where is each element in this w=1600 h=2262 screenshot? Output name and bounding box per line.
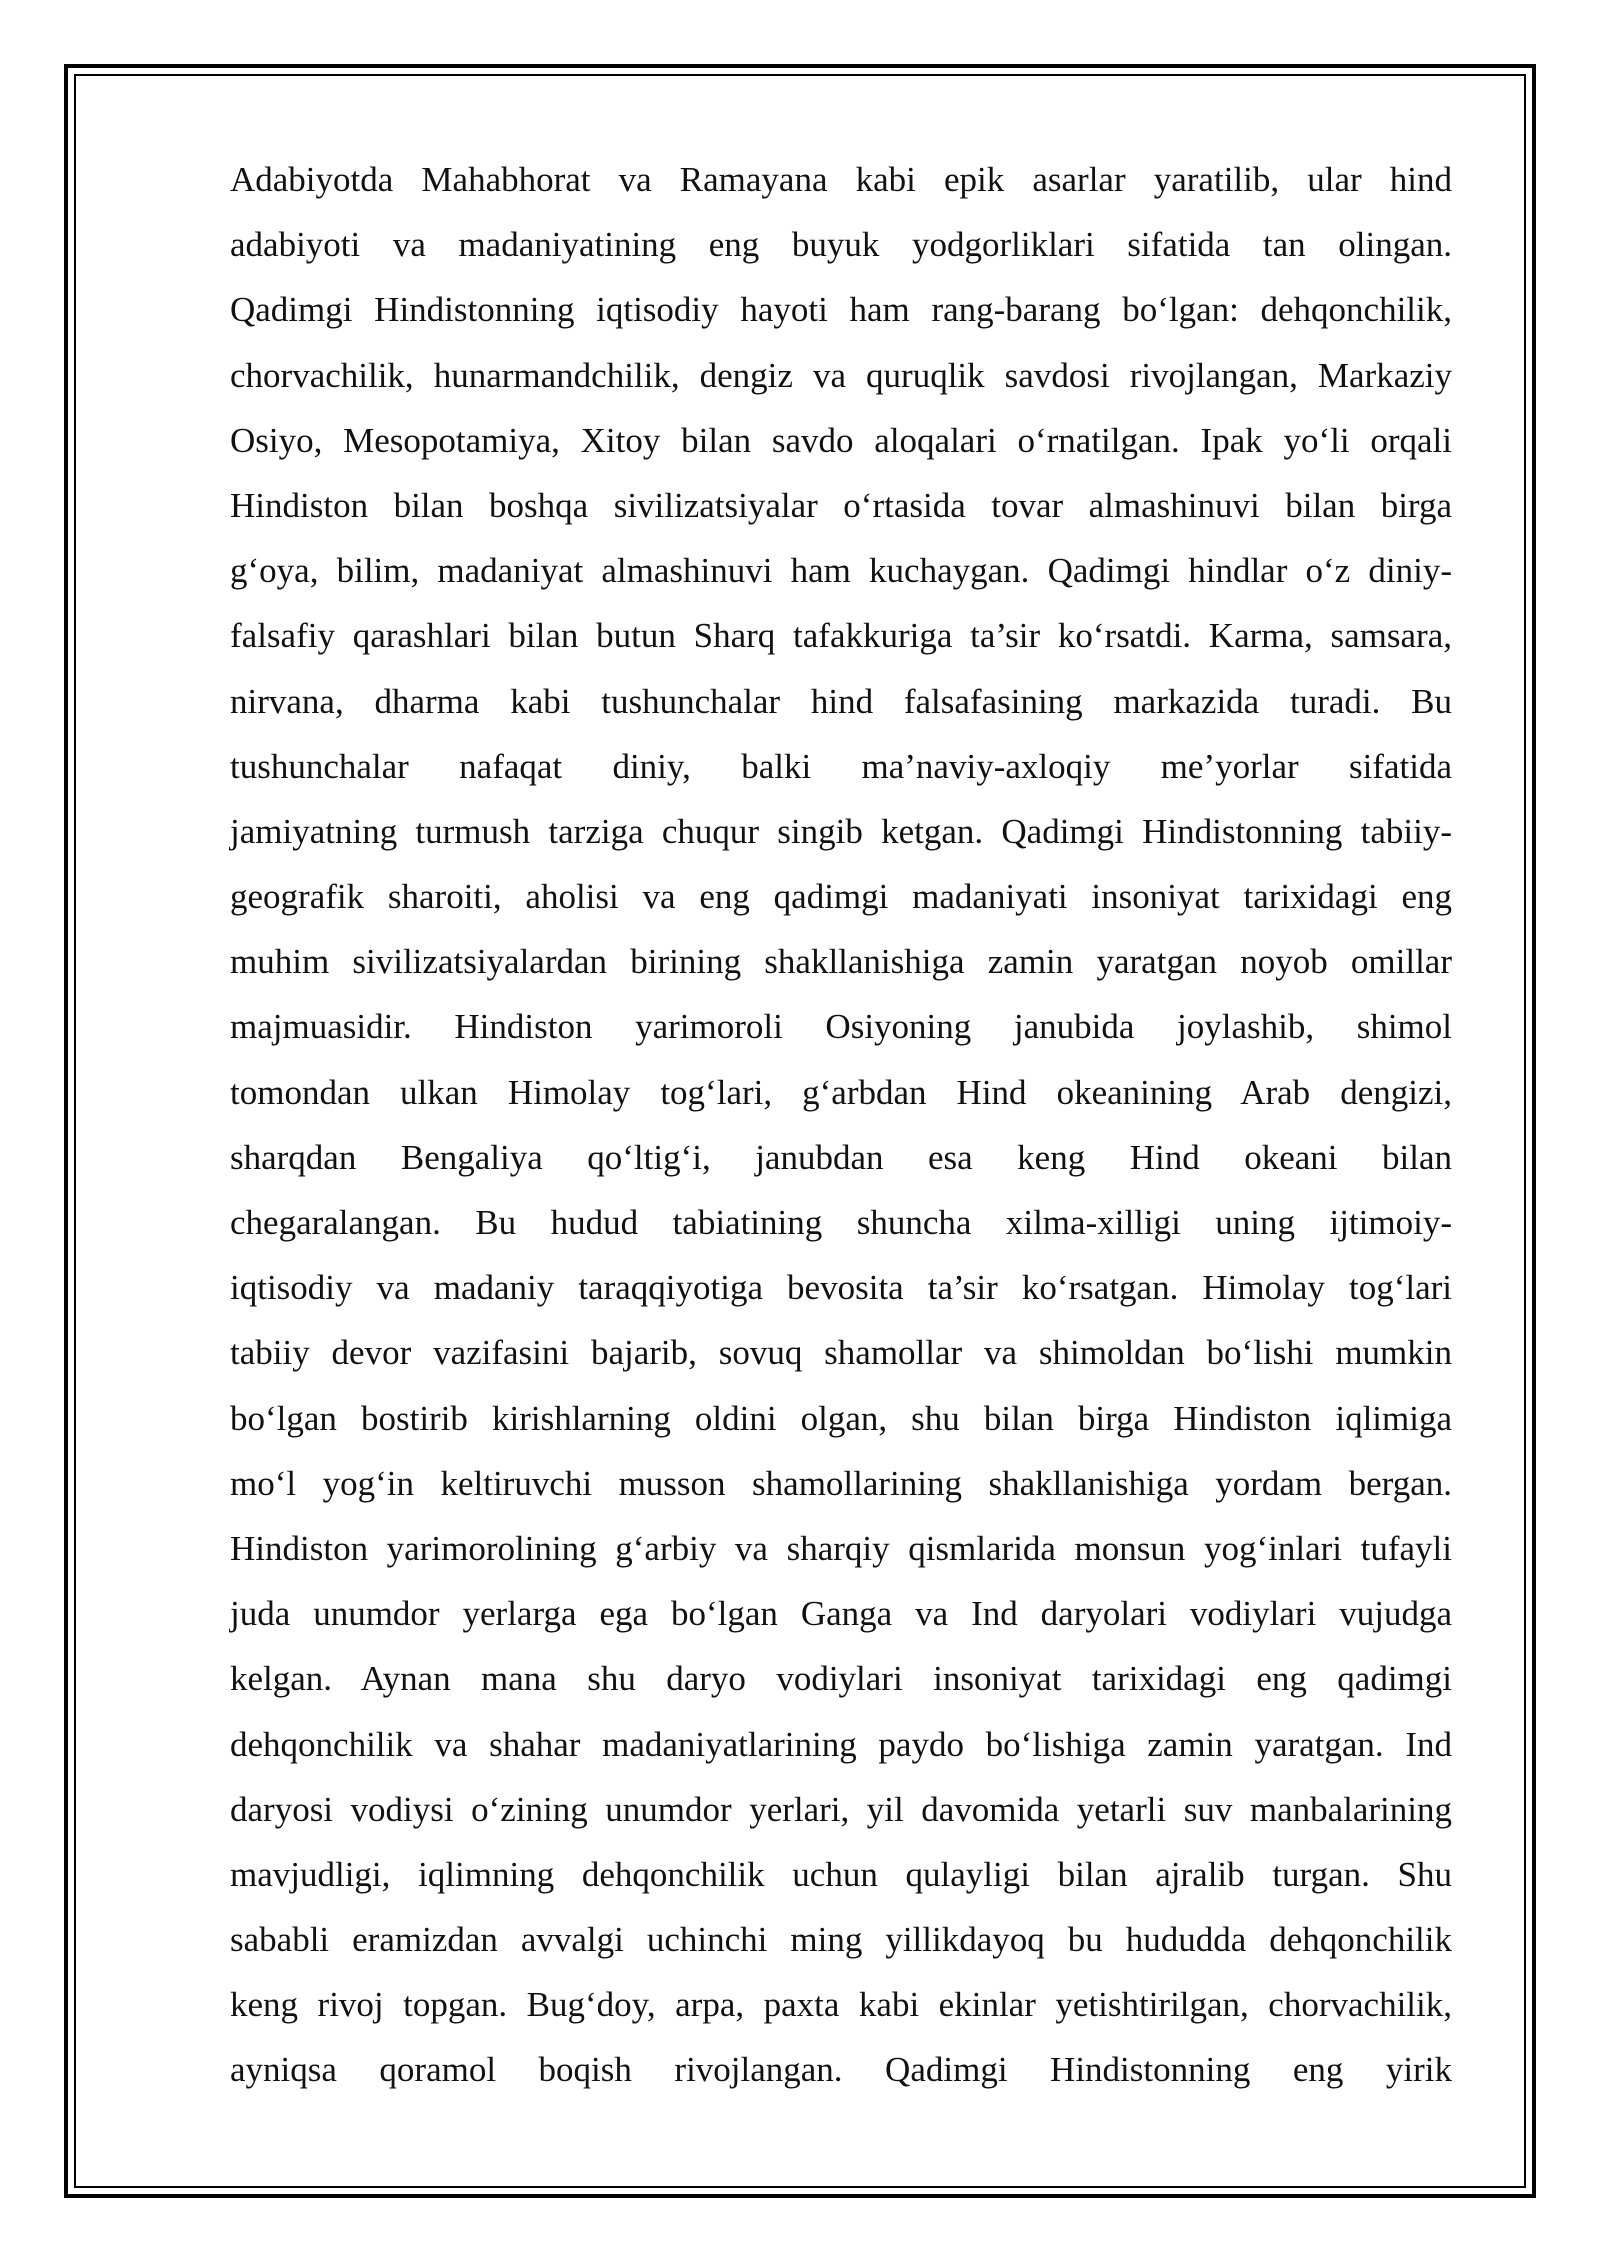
text-line: keng rivoj topgan. Bug‘doy, arpa, paxta kabi ekinlar yetishtirilgan, chorvachilik, bbox=[230, 1985, 1452, 2025]
text-line: dehqonchilik va shahar madaniyatlarining paydo bo‘lishiga zamin yaratgan. Ind bbox=[230, 1724, 1452, 1764]
text-line: Adabiyotda Mahabhorat va Ramayana kabi epik asarlar yaratilib, ular hind bbox=[230, 160, 1452, 199]
text-line: sababli eramizdan avvalgi uchinchi ming yillikdayoq bu hududda dehqonchilik bbox=[230, 1920, 1452, 1960]
text-line: geografik sharoiti, aholisi va eng qadimgi madaniyati insoniyat tarixidagi eng bbox=[230, 877, 1452, 917]
text-line: majmuasidir. Hindiston yarimoroli Osiyoning janubida joylashib, shimol bbox=[230, 1007, 1452, 1047]
text-line: Hindiston bilan boshqa sivilizatsiyalar o‘rtasida tovar almashinuvi bilan birga bbox=[230, 485, 1452, 525]
body-text bbox=[230, 147, 1452, 2103]
text-line: kelgan. Aynan mana shu daryo vodiylari insoniyat tarixidagi eng qadimgi bbox=[230, 1659, 1452, 1699]
text-line: adabiyoti va madaniyatining eng buyuk yodgorliklari sifatida tan olingan. bbox=[230, 225, 1452, 265]
text-line: falsafiy qarashlari bilan butun Sharq tafakkuriga ta’sir ko‘rsatdi. Karma, samsara, bbox=[230, 616, 1452, 656]
text-line: chegaralangan. Bu hudud tabiatining shuncha xilma-xilligi uning ijtimoiy- bbox=[230, 1203, 1452, 1242]
text-line: tomondan ulkan Himolay tog‘lari, g‘arbdan Hind okeanining Arab dengizi, bbox=[230, 1072, 1452, 1112]
text-line: ayniqsa qoramol boqish rivojlangan. Qadimgi Hindistonning eng yirik bbox=[230, 2050, 1452, 2090]
text-line: g‘oya, bilim, madaniyat almashinuvi ham kuchaygan. Qadimgi hindlar o‘z diniy- bbox=[230, 551, 1452, 591]
text-line: daryosi vodiysi o‘zining unumdor yerlari, yil davomida yetarli suv manbalarining bbox=[230, 1789, 1452, 1829]
text-line: iqtisodiy va madaniy taraqqiyotiga bevosita ta’sir ko‘rsatgan. Himolay tog‘lari bbox=[230, 1268, 1452, 1308]
text-line: bo‘lgan bostirib kirishlarning oldini olgan, shu bilan birga Hindiston iqlimiga bbox=[230, 1398, 1452, 1438]
text-line: mo‘l yog‘in keltiruvchi musson shamollarining shakllanishiga yordam bergan. bbox=[230, 1463, 1452, 1503]
text-line: juda unumdor yerlarga ega bo‘lgan Ganga va Ind daryolari vodiylari vujudga bbox=[230, 1594, 1452, 1634]
text-line: Osiyo, Mesopotamiya, Xitoy bilan savdo aloqalari o‘rnatilgan. Ipak yo‘li orqali bbox=[230, 420, 1452, 460]
text-line: chorvachilik, hunarmandchilik, dengiz va quruqlik savdosi rivojlangan, Markaziy bbox=[230, 355, 1452, 395]
text-line: jamiyatning turmush tarziga chuqur singib ketgan. Qadimgi Hindistonning tabiiy- bbox=[230, 811, 1452, 851]
text-line: Hindiston yarimorolining g‘arbiy va sharqiy qismlarida monsun yog‘inlari tufayli bbox=[230, 1528, 1452, 1568]
text-line: Qadimgi Hindistonning iqtisodiy hayoti ham rang-barang bo‘lgan: dehqonchilik, bbox=[230, 290, 1452, 330]
text-line: sharqdan Bengaliya qo‘ltig‘i, janubdan esa keng Hind okeani bilan bbox=[230, 1137, 1452, 1177]
text-line: nirvana, dharma kabi tushunchalar hind falsafasining markazida turadi. Bu bbox=[230, 681, 1452, 721]
text-line: tabiiy devor vazifasini bajarib, sovuq shamollar va shimoldan bo‘lishi mumkin bbox=[230, 1333, 1452, 1373]
text-line: muhim sivilizatsiyalardan birining shakllanishiga zamin yaratgan noyob omillar bbox=[230, 942, 1452, 982]
text-line: tushunchalar nafaqat diniy, balki ma’naviy-axloqiy me’yorlar sifatida bbox=[230, 746, 1452, 786]
text-line: mavjudligi, iqlimning dehqonchilik uchun qulayligi bilan ajralib turgan. Shu bbox=[230, 1854, 1452, 1894]
